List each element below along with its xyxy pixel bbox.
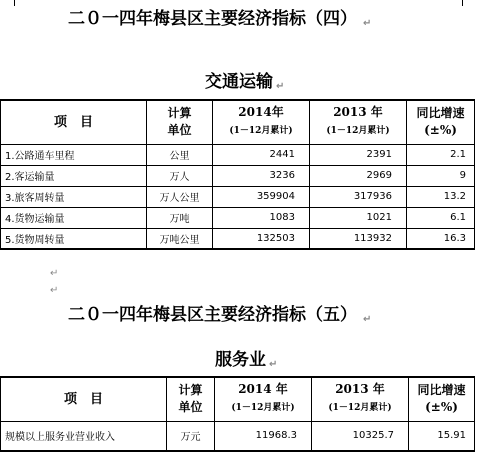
row-growth: 13.2 (407, 186, 475, 207)
paragraph-mark: ↵ (50, 268, 59, 279)
row-value-2014: 11968.3 (215, 421, 312, 451)
header-2013: 2013 年 (1－12月累计) (310, 100, 407, 144)
row-unit: 万吨公里 (147, 228, 213, 249)
row-value-2013: 10325.7 (312, 421, 409, 451)
row-unit: 万人 (147, 165, 213, 186)
row-growth: 6.1 (407, 207, 475, 228)
header-growth: 同比增速 (±%) (409, 377, 475, 421)
row-item: 规模以上服务业营业收入 (1, 421, 167, 451)
table-border-fragment (14, 0, 15, 6)
row-unit: 万吨 (147, 207, 213, 228)
row-value-2014: 132503 (213, 228, 310, 249)
table-header-row (1, 377, 475, 421)
row-value-2013: 1021 (310, 207, 407, 228)
transport-table (0, 99, 475, 250)
header-growth: 同比增速 (±%) (407, 100, 475, 144)
table-row (1, 228, 475, 249)
row-item: 3.旅客周转量 (1, 186, 147, 207)
row-unit: 公里 (147, 144, 213, 165)
header-item: 项 目 (1, 377, 167, 421)
header-2014: 2014 年 (1－12月累计) (215, 377, 312, 421)
header-2013: 2013 年 (1－12月累计) (312, 377, 409, 421)
header-unit: 计算 单位 (167, 377, 215, 421)
row-unit: 万人公里 (147, 186, 213, 207)
section-subtitle-services: 服务业 ↵ (215, 350, 278, 370)
table-row (1, 165, 475, 186)
header-unit: 计算 单位 (147, 100, 213, 144)
services-table (0, 376, 475, 452)
table-header-row (1, 100, 475, 144)
section-subtitle-transport: 交通运输 ↵ (205, 72, 285, 92)
table-border-fragment (462, 0, 463, 6)
header-item: 项 目 (1, 100, 147, 144)
row-value-2013: 2969 (310, 165, 407, 186)
header-2014: 2014年 (1－12月累计) (213, 100, 310, 144)
row-value-2014: 359904 (213, 186, 310, 207)
table-row (1, 186, 475, 207)
document-title-5: 二０一四年梅县区主要经济指标（五） ↵ (68, 305, 372, 325)
row-value-2013: 317936 (310, 186, 407, 207)
row-growth: 9 (407, 165, 475, 186)
row-item: 4.货物运输量 (1, 207, 147, 228)
row-value-2013: 113932 (310, 228, 407, 249)
table-row (1, 207, 475, 228)
row-growth: 16.3 (407, 228, 475, 249)
row-value-2014: 2441 (213, 144, 310, 165)
table-row (1, 144, 475, 165)
row-value-2014: 3236 (213, 165, 310, 186)
paragraph-mark: ↵ (50, 285, 59, 296)
table-row (1, 421, 475, 451)
row-unit: 万元 (167, 421, 215, 451)
row-value-2014: 1083 (213, 207, 310, 228)
row-item: 5.货物周转量 (1, 228, 147, 249)
row-item: 1.公路通车里程 (1, 144, 147, 165)
row-item: 2.客运输量 (1, 165, 147, 186)
row-growth: 2.1 (407, 144, 475, 165)
row-value-2013: 2391 (310, 144, 407, 165)
row-growth: 15.91 (409, 421, 475, 451)
document-title-4: 二０一四年梅县区主要经济指标（四） ↵ (68, 9, 372, 29)
